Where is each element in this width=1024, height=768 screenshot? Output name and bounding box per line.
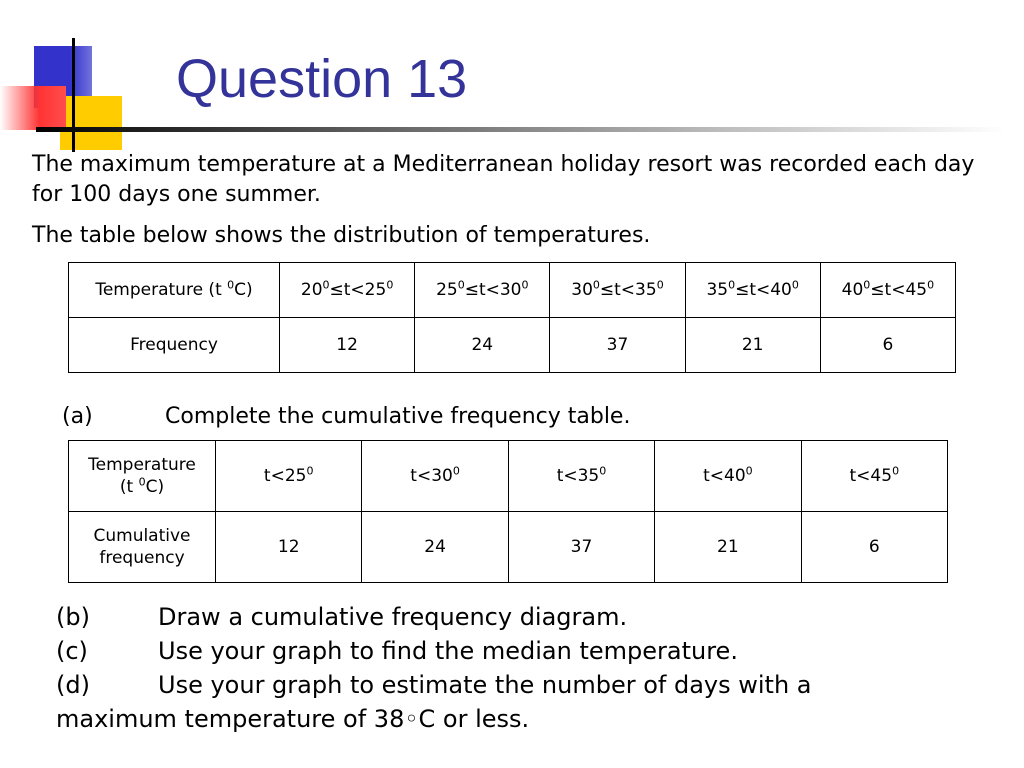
row-label-cell: Frequency <box>69 318 280 373</box>
header-cell: Temperature (t $^0$C) <box>69 263 280 318</box>
part-b <box>56 600 628 634</box>
part-c <box>56 634 738 668</box>
table-row <box>69 263 956 318</box>
table-row <box>69 512 948 583</box>
intro-paragraph-2: The table below shows the distribution of temperatures. <box>32 223 651 248</box>
bound-cell: $t<35^0$ <box>508 441 654 512</box>
frequency-cell: 37 <box>550 318 685 373</box>
decor-vertical-rule <box>72 38 75 152</box>
cumulative-cell: 37 <box>508 512 654 583</box>
range-cell: $35^0\le t<40^0$ <box>685 263 820 318</box>
part-a-text: Complete the cumulative frequency table. <box>165 404 631 429</box>
part-b-label: (b) <box>56 603 90 631</box>
part-d <box>56 668 812 702</box>
intro-paragraph-1: The maximum temperature at a Mediterranean holiday resort was recorded each day for 100 days one summer. <box>32 152 975 207</box>
part-d-text: Use your graph to estimate the number of days with a <box>158 671 812 699</box>
range-cell: $25^0\le t<30^0$ <box>415 263 550 318</box>
frequency-cell: 12 <box>280 318 415 373</box>
cumulative-frequency-table <box>68 440 948 583</box>
row-label-cell: Cumulative frequency <box>69 512 216 583</box>
part-b-text: Draw a cumulative frequency diagram. <box>158 603 628 631</box>
frequency-cell: 24 <box>415 318 550 373</box>
bound-cell: $t<30^0$ <box>362 441 508 512</box>
part-a-label: (a) <box>62 404 93 429</box>
frequency-table <box>68 262 956 373</box>
frequency-cell: 6 <box>820 318 955 373</box>
bound-cell: $t<25^0$ <box>216 441 362 512</box>
bound-cell: $t<45^0$ <box>801 441 947 512</box>
title-underline <box>36 127 1006 132</box>
part-c-label: (c) <box>56 637 88 665</box>
decor-yellow-square <box>60 96 122 150</box>
range-cell: $20^0\le t<25^0$ <box>280 263 415 318</box>
cumulative-cell: 6 <box>801 512 947 583</box>
page-title: Question 13 <box>176 49 468 109</box>
range-cell: $40^0\le t<45^0$ <box>820 263 955 318</box>
table-row <box>69 441 948 512</box>
cumulative-cell: 12 <box>216 512 362 583</box>
part-a <box>62 402 631 432</box>
range-cell: $30^0\le t<35^0$ <box>550 263 685 318</box>
part-d-continuation: maximum temperature of 38◦C or less. <box>56 705 530 733</box>
table-row <box>69 318 956 373</box>
part-c-text: Use your graph to find the median temperature. <box>158 637 738 665</box>
bound-cell: $t<40^0$ <box>655 441 801 512</box>
decor-red-square <box>0 86 66 130</box>
header-cell: Temperature (t $^0$C) <box>69 441 216 512</box>
part-d-label: (d) <box>56 671 90 699</box>
cumulative-cell: 24 <box>362 512 508 583</box>
frequency-cell: 21 <box>685 318 820 373</box>
cumulative-cell: 21 <box>655 512 801 583</box>
